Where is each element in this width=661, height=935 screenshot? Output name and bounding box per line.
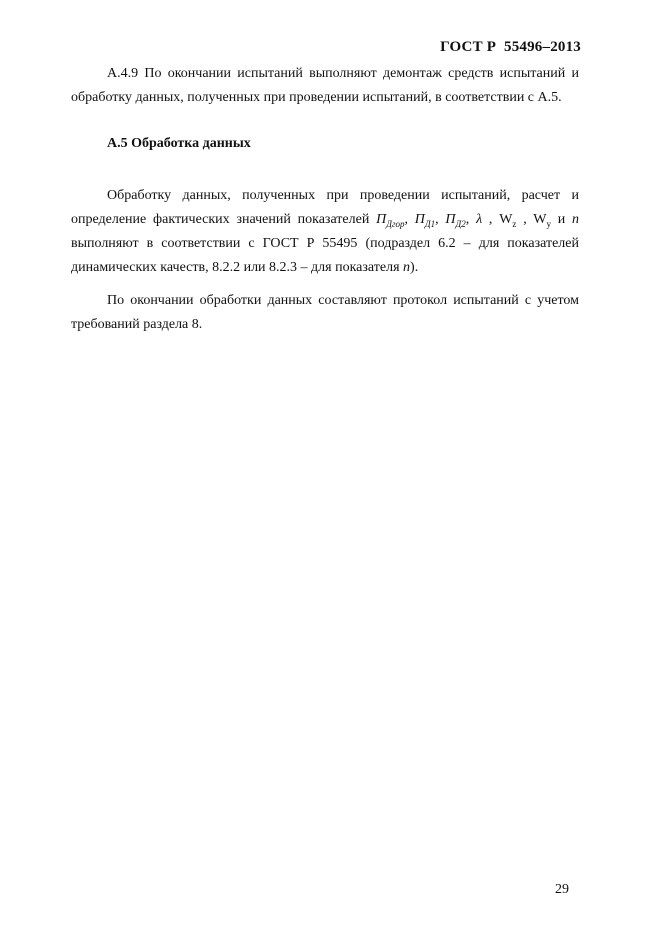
symbol-p-dgor	[376, 212, 404, 227]
page-number: 29	[555, 882, 569, 897]
separator: ,	[465, 212, 477, 227]
paragraph-protocol-text: По окончании обработки данных составляют протокол испытаний с учетом требований раздела 8.	[71, 293, 579, 332]
symbol-base: П	[414, 212, 425, 227]
symbol-base: П	[376, 212, 387, 227]
symbol-subscript: Д2	[455, 218, 466, 229]
separator: ,	[482, 212, 500, 227]
symbol-base: П	[445, 212, 456, 227]
symbol-base: W	[499, 212, 513, 227]
symbol-base: W	[533, 212, 547, 227]
separator: ,	[435, 212, 446, 227]
standard-title: ГОСТ Р 55496–2013	[440, 39, 581, 55]
section-heading-a5: А.5 Обработка данных	[107, 136, 251, 151]
separator: ,	[516, 212, 534, 227]
symbol-n: n	[403, 260, 411, 275]
symbol-n: n	[572, 212, 580, 227]
symbol-lambda: λ	[476, 212, 483, 227]
symbol-subscript: Д1	[424, 218, 436, 229]
paragraph-protocol	[71, 289, 579, 337]
separator: ,	[404, 212, 415, 227]
paragraph-data-processing	[71, 184, 579, 280]
symbol-wz	[499, 212, 516, 227]
symbol-p-d1	[415, 212, 435, 227]
paragraph-text-part2: выполняют в соответствии с ГОСТ Р 55495 (подраздел 6.2 – для показателей динамических качеств, 8.2.2 или 8.2.3 – для показателя	[71, 236, 579, 275]
symbol-subscript: Дгор	[386, 218, 405, 229]
symbol-subscript: z	[512, 218, 517, 229]
paragraph-text-part3: ).	[410, 260, 419, 275]
conjunction: и	[550, 212, 573, 227]
paragraph-a49	[71, 62, 579, 110]
symbol-p-d2	[445, 212, 465, 227]
symbol-wy	[533, 212, 551, 227]
paragraph-a49-text: А.4.9 По окончании испытаний выполняют демонтаж средств испытаний и обработку данных, полученных при проведении испытаний, в соответствии с А.5.	[71, 66, 579, 105]
paragraph-text-part1: Обработку данных, полученных при проведении испытаний, расчет и определение фактических значений показателей	[71, 188, 579, 227]
symbol-subscript: y	[546, 218, 551, 229]
